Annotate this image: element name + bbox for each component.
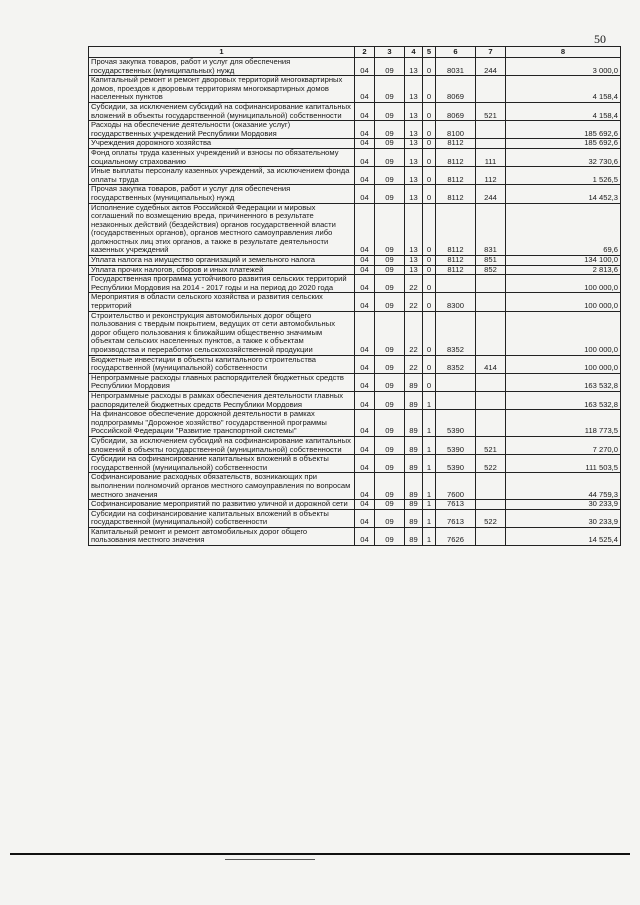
row-description: На финансовое обеспечение дорожной деятельности в рамках подпрограммы "Дорожное хозяйство" государственной программы Российской Федерации "Развитие транспортной системы" bbox=[89, 410, 355, 437]
row-code-section: 04 bbox=[355, 275, 375, 293]
row-code-program: 89 bbox=[405, 509, 423, 527]
row-code-expense-type: 522 bbox=[476, 509, 506, 527]
row-code-program: 89 bbox=[405, 455, 423, 473]
row-code-section: 04 bbox=[355, 373, 375, 391]
table-row bbox=[89, 256, 621, 266]
row-code-subprogram: 1 bbox=[423, 455, 436, 473]
row-code-target bbox=[436, 275, 476, 293]
row-amount: 185 692,6 bbox=[506, 139, 621, 149]
row-code-target: 5390 bbox=[436, 436, 476, 454]
row-code-subprogram: 0 bbox=[423, 121, 436, 139]
row-code-subprogram: 0 bbox=[423, 373, 436, 391]
row-code-subsection: 09 bbox=[375, 185, 405, 203]
row-code-target bbox=[436, 391, 476, 409]
row-description: Непрограммные расходы главных распорядителей бюджетных средств Республики Мордовия bbox=[89, 373, 355, 391]
row-amount: 100 000,0 bbox=[506, 275, 621, 293]
row-code-program: 13 bbox=[405, 185, 423, 203]
row-code-section: 04 bbox=[355, 185, 375, 203]
row-amount: 1 526,5 bbox=[506, 167, 621, 185]
row-code-subsection: 09 bbox=[375, 76, 405, 103]
row-code-expense-type: 831 bbox=[476, 203, 506, 256]
header-cell: 2 bbox=[355, 47, 375, 58]
row-code-expense-type: 414 bbox=[476, 355, 506, 373]
row-description: Субсидии на софинансирование капитальных вложений в объекты государственной (муниципальной) собственности bbox=[89, 509, 355, 527]
header-cell: 3 bbox=[375, 47, 405, 58]
row-description: Исполнение судебных актов Российской Федерации и мировых соглашений по возмещению вреда, причиненного в результате незаконных действий (бездействия) органов государственной власти (государственных органов), органов местного самоуправления либо должностных лиц этих органов, а также в результате деятельности казенных учреждений bbox=[89, 203, 355, 256]
row-code-expense-type bbox=[476, 473, 506, 500]
table-row bbox=[89, 391, 621, 409]
row-code-subprogram: 0 bbox=[423, 58, 436, 76]
row-code-section: 04 bbox=[355, 527, 375, 545]
row-description: Учреждения дорожного хозяйства bbox=[89, 139, 355, 149]
row-code-target: 8112 bbox=[436, 265, 476, 275]
row-code-program: 89 bbox=[405, 527, 423, 545]
row-code-program: 22 bbox=[405, 355, 423, 373]
row-code-subsection: 09 bbox=[375, 167, 405, 185]
row-description: Софинансирование мероприятий по развитию уличной и дорожной сети bbox=[89, 500, 355, 510]
row-code-subsection: 09 bbox=[375, 391, 405, 409]
row-amount: 3 000,0 bbox=[506, 58, 621, 76]
table-row bbox=[89, 139, 621, 149]
row-code-subprogram: 0 bbox=[423, 293, 436, 311]
row-code-subsection: 09 bbox=[375, 139, 405, 149]
row-code-section: 04 bbox=[355, 148, 375, 166]
header-cell: 8 bbox=[506, 47, 621, 58]
table-row bbox=[89, 436, 621, 454]
table-row bbox=[89, 293, 621, 311]
row-amount: 14 525,4 bbox=[506, 527, 621, 545]
row-code-section: 04 bbox=[355, 121, 375, 139]
row-code-section: 04 bbox=[355, 167, 375, 185]
row-code-target: 8112 bbox=[436, 185, 476, 203]
row-code-target: 8069 bbox=[436, 102, 476, 120]
row-code-program: 89 bbox=[405, 500, 423, 510]
row-code-subprogram: 1 bbox=[423, 391, 436, 409]
row-description: Иные выплаты персоналу казенных учреждений, за исключением фонда оплаты труда bbox=[89, 167, 355, 185]
table-row bbox=[89, 410, 621, 437]
row-code-subsection: 09 bbox=[375, 58, 405, 76]
row-code-section: 04 bbox=[355, 410, 375, 437]
row-code-expense-type bbox=[476, 275, 506, 293]
row-description: Государственная программа устойчивого развития сельских территорий Республики Мордовия на 2014 - 2017 годы и на период до 2020 года bbox=[89, 275, 355, 293]
row-code-program: 13 bbox=[405, 76, 423, 103]
row-code-subprogram: 0 bbox=[423, 148, 436, 166]
row-amount: 100 000,0 bbox=[506, 311, 621, 355]
row-description: Бюджетные инвестиции в объекты капитального строительства государственной (муниципальной) собственности bbox=[89, 355, 355, 373]
row-description: Прочая закупка товаров, работ и услуг для обеспечения государственных (муниципальных) нужд bbox=[89, 58, 355, 76]
table-row bbox=[89, 500, 621, 510]
row-code-section: 04 bbox=[355, 500, 375, 510]
header-cell: 1 bbox=[89, 47, 355, 58]
row-code-subsection: 09 bbox=[375, 373, 405, 391]
row-code-target: 5390 bbox=[436, 455, 476, 473]
row-code-target bbox=[436, 373, 476, 391]
row-code-subsection: 09 bbox=[375, 203, 405, 256]
row-amount: 30 233,9 bbox=[506, 500, 621, 510]
row-code-target: 7613 bbox=[436, 500, 476, 510]
row-code-subprogram: 1 bbox=[423, 500, 436, 510]
row-code-program: 89 bbox=[405, 410, 423, 437]
row-code-subprogram: 0 bbox=[423, 76, 436, 103]
row-code-program: 13 bbox=[405, 121, 423, 139]
row-code-subprogram: 1 bbox=[423, 509, 436, 527]
row-description: Уплата налога на имущество организаций и земельного налога bbox=[89, 256, 355, 266]
row-code-expense-type: 244 bbox=[476, 58, 506, 76]
row-code-expense-type bbox=[476, 293, 506, 311]
row-code-program: 13 bbox=[405, 102, 423, 120]
row-code-section: 04 bbox=[355, 391, 375, 409]
row-code-program: 89 bbox=[405, 373, 423, 391]
table-row bbox=[89, 455, 621, 473]
row-code-expense-type bbox=[476, 121, 506, 139]
row-description: Строительство и реконструкция автомобильных дорог общего пользования с твердым покрытием, ведущих от сети автомобильных дорог общего пользования к ближайшим общественно значимым объектам сельских населенных пунктов, а также к объектам производства и переработки сельскохозяйственной продукции bbox=[89, 311, 355, 355]
row-code-expense-type: 852 bbox=[476, 265, 506, 275]
row-code-subprogram: 0 bbox=[423, 185, 436, 203]
table-row bbox=[89, 185, 621, 203]
row-code-subsection: 09 bbox=[375, 436, 405, 454]
table-row bbox=[89, 473, 621, 500]
row-code-section: 04 bbox=[355, 311, 375, 355]
row-description: Капитальный ремонт и ремонт автомобильных дорог общего пользования местного значения bbox=[89, 527, 355, 545]
row-code-expense-type: 522 bbox=[476, 455, 506, 473]
row-code-program: 22 bbox=[405, 293, 423, 311]
row-code-program: 13 bbox=[405, 139, 423, 149]
row-code-subprogram: 0 bbox=[423, 355, 436, 373]
row-code-target: 7613 bbox=[436, 509, 476, 527]
row-code-section: 04 bbox=[355, 473, 375, 500]
table-row bbox=[89, 311, 621, 355]
header-cell: 5 bbox=[423, 47, 436, 58]
row-code-expense-type bbox=[476, 500, 506, 510]
row-code-section: 04 bbox=[355, 256, 375, 266]
row-code-subprogram: 1 bbox=[423, 436, 436, 454]
row-code-program: 89 bbox=[405, 436, 423, 454]
row-code-target: 8300 bbox=[436, 293, 476, 311]
row-amount: 30 233,9 bbox=[506, 509, 621, 527]
table-row bbox=[89, 527, 621, 545]
row-code-subprogram: 0 bbox=[423, 265, 436, 275]
table-row bbox=[89, 275, 621, 293]
row-description: Уплата прочих налогов, сборов и иных платежей bbox=[89, 265, 355, 275]
row-code-target: 8100 bbox=[436, 121, 476, 139]
table-row bbox=[89, 121, 621, 139]
row-code-subprogram: 0 bbox=[423, 256, 436, 266]
row-code-target: 8112 bbox=[436, 203, 476, 256]
row-code-section: 04 bbox=[355, 436, 375, 454]
row-code-expense-type bbox=[476, 527, 506, 545]
bottom-divider bbox=[10, 853, 630, 855]
row-code-program: 13 bbox=[405, 58, 423, 76]
row-code-target: 8352 bbox=[436, 355, 476, 373]
row-code-expense-type bbox=[476, 373, 506, 391]
row-amount: 14 452,3 bbox=[506, 185, 621, 203]
table-body bbox=[89, 58, 621, 546]
row-code-section: 04 bbox=[355, 293, 375, 311]
table-row bbox=[89, 355, 621, 373]
header-cell: 7 bbox=[476, 47, 506, 58]
budget-table bbox=[88, 46, 621, 546]
row-code-program: 13 bbox=[405, 265, 423, 275]
row-code-program: 89 bbox=[405, 391, 423, 409]
row-amount: 100 000,0 bbox=[506, 293, 621, 311]
row-description: Мероприятия в области сельского хозяйства и развития сельских территорий bbox=[89, 293, 355, 311]
row-code-subprogram: 1 bbox=[423, 527, 436, 545]
row-code-subsection: 09 bbox=[375, 527, 405, 545]
row-code-target: 7626 bbox=[436, 527, 476, 545]
row-code-expense-type: 244 bbox=[476, 185, 506, 203]
row-code-program: 22 bbox=[405, 275, 423, 293]
row-code-subsection: 09 bbox=[375, 256, 405, 266]
row-code-program: 89 bbox=[405, 473, 423, 500]
page-number: 50 bbox=[594, 32, 606, 46]
row-code-section: 04 bbox=[355, 58, 375, 76]
row-description: Фонд оплаты труда казенных учреждений и взносы по обязательному социальному страхованию bbox=[89, 148, 355, 166]
header-row bbox=[89, 47, 621, 58]
row-code-program: 13 bbox=[405, 167, 423, 185]
row-code-subsection: 09 bbox=[375, 148, 405, 166]
row-description: Субсидии, за исключением субсидий на софинансирование капитальных вложений в объекты государственной (муниципальной) собственности bbox=[89, 436, 355, 454]
row-code-subsection: 09 bbox=[375, 293, 405, 311]
row-code-subprogram: 0 bbox=[423, 275, 436, 293]
row-code-expense-type bbox=[476, 391, 506, 409]
row-code-program: 22 bbox=[405, 311, 423, 355]
row-code-target: 8112 bbox=[436, 167, 476, 185]
row-code-target: 8112 bbox=[436, 256, 476, 266]
header-cell: 6 bbox=[436, 47, 476, 58]
row-code-subsection: 09 bbox=[375, 102, 405, 120]
row-description: Софинансирование расходных обязательств, возникающих при выполнении полномочий органов местного самоуправления по вопросам местного значения bbox=[89, 473, 355, 500]
table-row bbox=[89, 58, 621, 76]
table-row bbox=[89, 203, 621, 256]
row-code-expense-type: 111 bbox=[476, 148, 506, 166]
row-amount: 118 773,5 bbox=[506, 410, 621, 437]
row-code-target: 5390 bbox=[436, 410, 476, 437]
table-row bbox=[89, 373, 621, 391]
row-code-section: 04 bbox=[355, 102, 375, 120]
table-row bbox=[89, 76, 621, 103]
table-row bbox=[89, 167, 621, 185]
row-amount: 4 158,4 bbox=[506, 102, 621, 120]
row-code-expense-type bbox=[476, 311, 506, 355]
row-description: Субсидии на софинансирование капитальных вложений в объекты государственной (муниципальной) собственности bbox=[89, 455, 355, 473]
row-amount: 7 270,0 bbox=[506, 436, 621, 454]
row-code-program: 13 bbox=[405, 256, 423, 266]
row-amount: 2 813,6 bbox=[506, 265, 621, 275]
row-code-subprogram: 0 bbox=[423, 203, 436, 256]
row-code-target: 8352 bbox=[436, 311, 476, 355]
row-description: Прочая закупка товаров, работ и услуг для обеспечения государственных (муниципальных) нужд bbox=[89, 185, 355, 203]
row-code-section: 04 bbox=[355, 76, 375, 103]
table-row bbox=[89, 509, 621, 527]
row-code-subsection: 09 bbox=[375, 121, 405, 139]
row-description: Субсидии, за исключением субсидий на софинансирование капитальных вложений в объекты государственной (муниципальной) собственности bbox=[89, 102, 355, 120]
table-row bbox=[89, 148, 621, 166]
bottom-divider-thin bbox=[225, 859, 315, 860]
row-code-subsection: 09 bbox=[375, 500, 405, 510]
row-code-expense-type bbox=[476, 410, 506, 437]
row-code-subprogram: 0 bbox=[423, 139, 436, 149]
row-amount: 4 158,4 bbox=[506, 76, 621, 103]
header-cell: 4 bbox=[405, 47, 423, 58]
row-code-expense-type bbox=[476, 139, 506, 149]
row-amount: 32 730,6 bbox=[506, 148, 621, 166]
row-amount: 100 000,0 bbox=[506, 355, 621, 373]
row-code-subprogram: 0 bbox=[423, 311, 436, 355]
row-code-subsection: 09 bbox=[375, 265, 405, 275]
row-code-target: 8031 bbox=[436, 58, 476, 76]
row-code-subprogram: 1 bbox=[423, 473, 436, 500]
row-code-subprogram: 0 bbox=[423, 102, 436, 120]
row-code-subsection: 09 bbox=[375, 473, 405, 500]
row-code-section: 04 bbox=[355, 203, 375, 256]
row-code-subsection: 09 bbox=[375, 455, 405, 473]
row-code-program: 13 bbox=[405, 203, 423, 256]
row-code-subsection: 09 bbox=[375, 275, 405, 293]
row-code-section: 04 bbox=[355, 355, 375, 373]
row-code-expense-type bbox=[476, 76, 506, 103]
row-code-expense-type: 521 bbox=[476, 436, 506, 454]
row-code-section: 04 bbox=[355, 509, 375, 527]
row-code-target: 8069 bbox=[436, 76, 476, 103]
row-amount: 111 503,5 bbox=[506, 455, 621, 473]
row-amount: 134 100,0 bbox=[506, 256, 621, 266]
row-code-expense-type: 112 bbox=[476, 167, 506, 185]
row-amount: 69,6 bbox=[506, 203, 621, 256]
row-amount: 185 692,6 bbox=[506, 121, 621, 139]
row-code-subsection: 09 bbox=[375, 509, 405, 527]
row-code-target: 7600 bbox=[436, 473, 476, 500]
row-code-target: 8112 bbox=[436, 139, 476, 149]
row-code-expense-type: 521 bbox=[476, 102, 506, 120]
row-code-program: 13 bbox=[405, 148, 423, 166]
row-amount: 163 532,8 bbox=[506, 391, 621, 409]
row-code-subprogram: 1 bbox=[423, 410, 436, 437]
row-code-subsection: 09 bbox=[375, 410, 405, 437]
row-description: Расходы на обеспечение деятельности (оказание услуг) государственных учреждений Республики Мордовия bbox=[89, 121, 355, 139]
row-code-subsection: 09 bbox=[375, 311, 405, 355]
row-code-target: 8112 bbox=[436, 148, 476, 166]
row-code-section: 04 bbox=[355, 139, 375, 149]
row-code-section: 04 bbox=[355, 265, 375, 275]
row-code-section: 04 bbox=[355, 455, 375, 473]
row-amount: 163 532,8 bbox=[506, 373, 621, 391]
row-code-expense-type: 851 bbox=[476, 256, 506, 266]
table-row bbox=[89, 265, 621, 275]
row-code-subsection: 09 bbox=[375, 355, 405, 373]
row-code-subprogram: 0 bbox=[423, 167, 436, 185]
row-amount: 44 759,3 bbox=[506, 473, 621, 500]
table-row bbox=[89, 102, 621, 120]
row-description: Непрограммные расходы в рамках обеспечения деятельности главных распорядителей бюджетных средств Республики Мордовия bbox=[89, 391, 355, 409]
row-description: Капитальный ремонт и ремонт дворовых территорий многоквартирных домов, проездов к дворовым территориям многоквартирных домов населенных пунктов bbox=[89, 76, 355, 103]
